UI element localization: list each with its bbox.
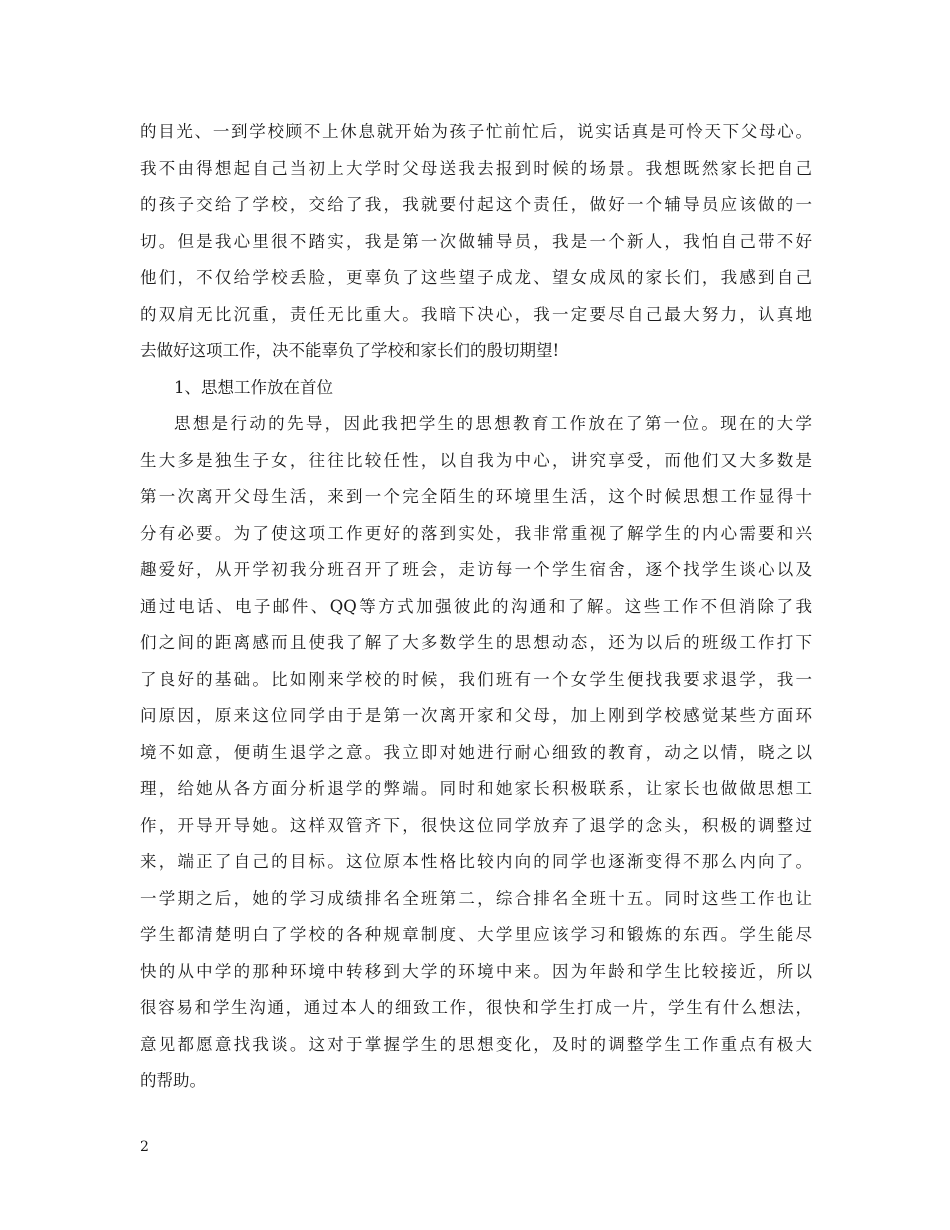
text-line: 生大多是独生子女，往往比较任性，以自我为中心，讲究享受，而他们又大多数是 bbox=[140, 450, 812, 470]
text-line: 切。但是我心里很不踏实，我是第一次做辅导员，我是一个新人，我怕自己带不好 bbox=[140, 231, 812, 251]
text-line: 一学期之后，她的学习成绩排名全班第二，综合排名全班十五。同时这些工作也让 bbox=[140, 888, 812, 908]
text-line: 分有必要。为了使这项工作更好的落到实处，我非常重视了解学生的内心需要和兴 bbox=[140, 523, 812, 543]
text-line: 思想是行动的先导，因此我把学生的思想教育工作放在了第一位。现在的大学 bbox=[174, 414, 812, 433]
text-line: 趣爱好，从开学初我分班召开了班会，走访每一个学生宿舍，逐个找学生谈心以及 bbox=[140, 560, 812, 579]
text-line: 的帮助。 bbox=[140, 1071, 206, 1090]
text-line: 他们，不仅给学校丢脸，更辜负了这些望子成龙、望女成凤的家长们，我感到自己 bbox=[140, 268, 812, 287]
text-line: 的孩子交给了学校，交给了我，我就要付起这个责任，做好一个辅导员应该做的一 bbox=[140, 195, 812, 214]
text-line: 的双肩无比沉重，责任无比重大。我暗下决心，我一定要尽自己最大努力，认真地 bbox=[140, 304, 812, 324]
text-line: 很容易和学生沟通，通过本人的细致工作，很快和学生打成一片，学生有什么想法， bbox=[140, 998, 812, 1017]
text-line: 作，开导开导她。这样双管齐下，很快这位同学放弃了退学的念头，积极的调整过 bbox=[140, 815, 812, 835]
text-line: 学生都清楚明白了学校的各种规章制度、大学里应该学习和锻炼的东西。学生能尽 bbox=[140, 925, 812, 944]
body-text bbox=[140, 114, 812, 1100]
text-line: 们之间的距离感而且使我了解了大多数学生的思想动态，还为以后的班级工作打下 bbox=[140, 633, 812, 652]
text-line: 通过电话、电子邮件、QQ等方式加强彼此的沟通和了解。这些工作不但消除了我 bbox=[140, 596, 812, 616]
text-line: 境不如意，便萌生退学之意。我立即对她进行耐心细致的教育，动之以情，晓之以 bbox=[140, 742, 812, 762]
text-line: 理，给她从各方面分析退学的弊端。同时和她家长积极联系，让家长也做做思想工 bbox=[140, 779, 812, 798]
text-line: 问原因，原来这位同学由于是第一次离开家和父母，加上刚到学校感觉某些方面环 bbox=[140, 706, 812, 725]
text-line: 我不由得想起自己当初上大学时父母送我去报到时候的场景。我想既然家长把自己 bbox=[140, 158, 812, 178]
text-line: 第一次离开父母生活，来到一个完全陌生的环境里生活，这个时候思想工作显得十 bbox=[140, 487, 812, 506]
text-line: 来，端正了自己的目标。这位原本性格比较内向的同学也逐渐变得不那么内向了。 bbox=[140, 852, 812, 871]
text-line: 快的从中学的那种环境中转移到大学的环境中来。因为年龄和学生比较接近，所以 bbox=[140, 961, 812, 981]
text-line: 1、思想工作放在首位 bbox=[174, 377, 333, 397]
text-line: 的目光、一到学校顾不上休息就开始为孩子忙前忙后，说实话真是可怜天下父母心。 bbox=[140, 122, 812, 141]
page-number: 2 bbox=[140, 1139, 149, 1155]
text-line: 意见都愿意找我谈。这对于掌握学生的思想变化，及时的调整学生工作重点有极大 bbox=[140, 1034, 812, 1054]
text-line: 去做好这项工作，决不能辜负了学校和家长们的殷切期望! bbox=[140, 341, 560, 360]
text-line: 了良好的基础。比如刚来学校的时候，我们班有一个女学生便找我要求退学，我一 bbox=[140, 669, 812, 689]
